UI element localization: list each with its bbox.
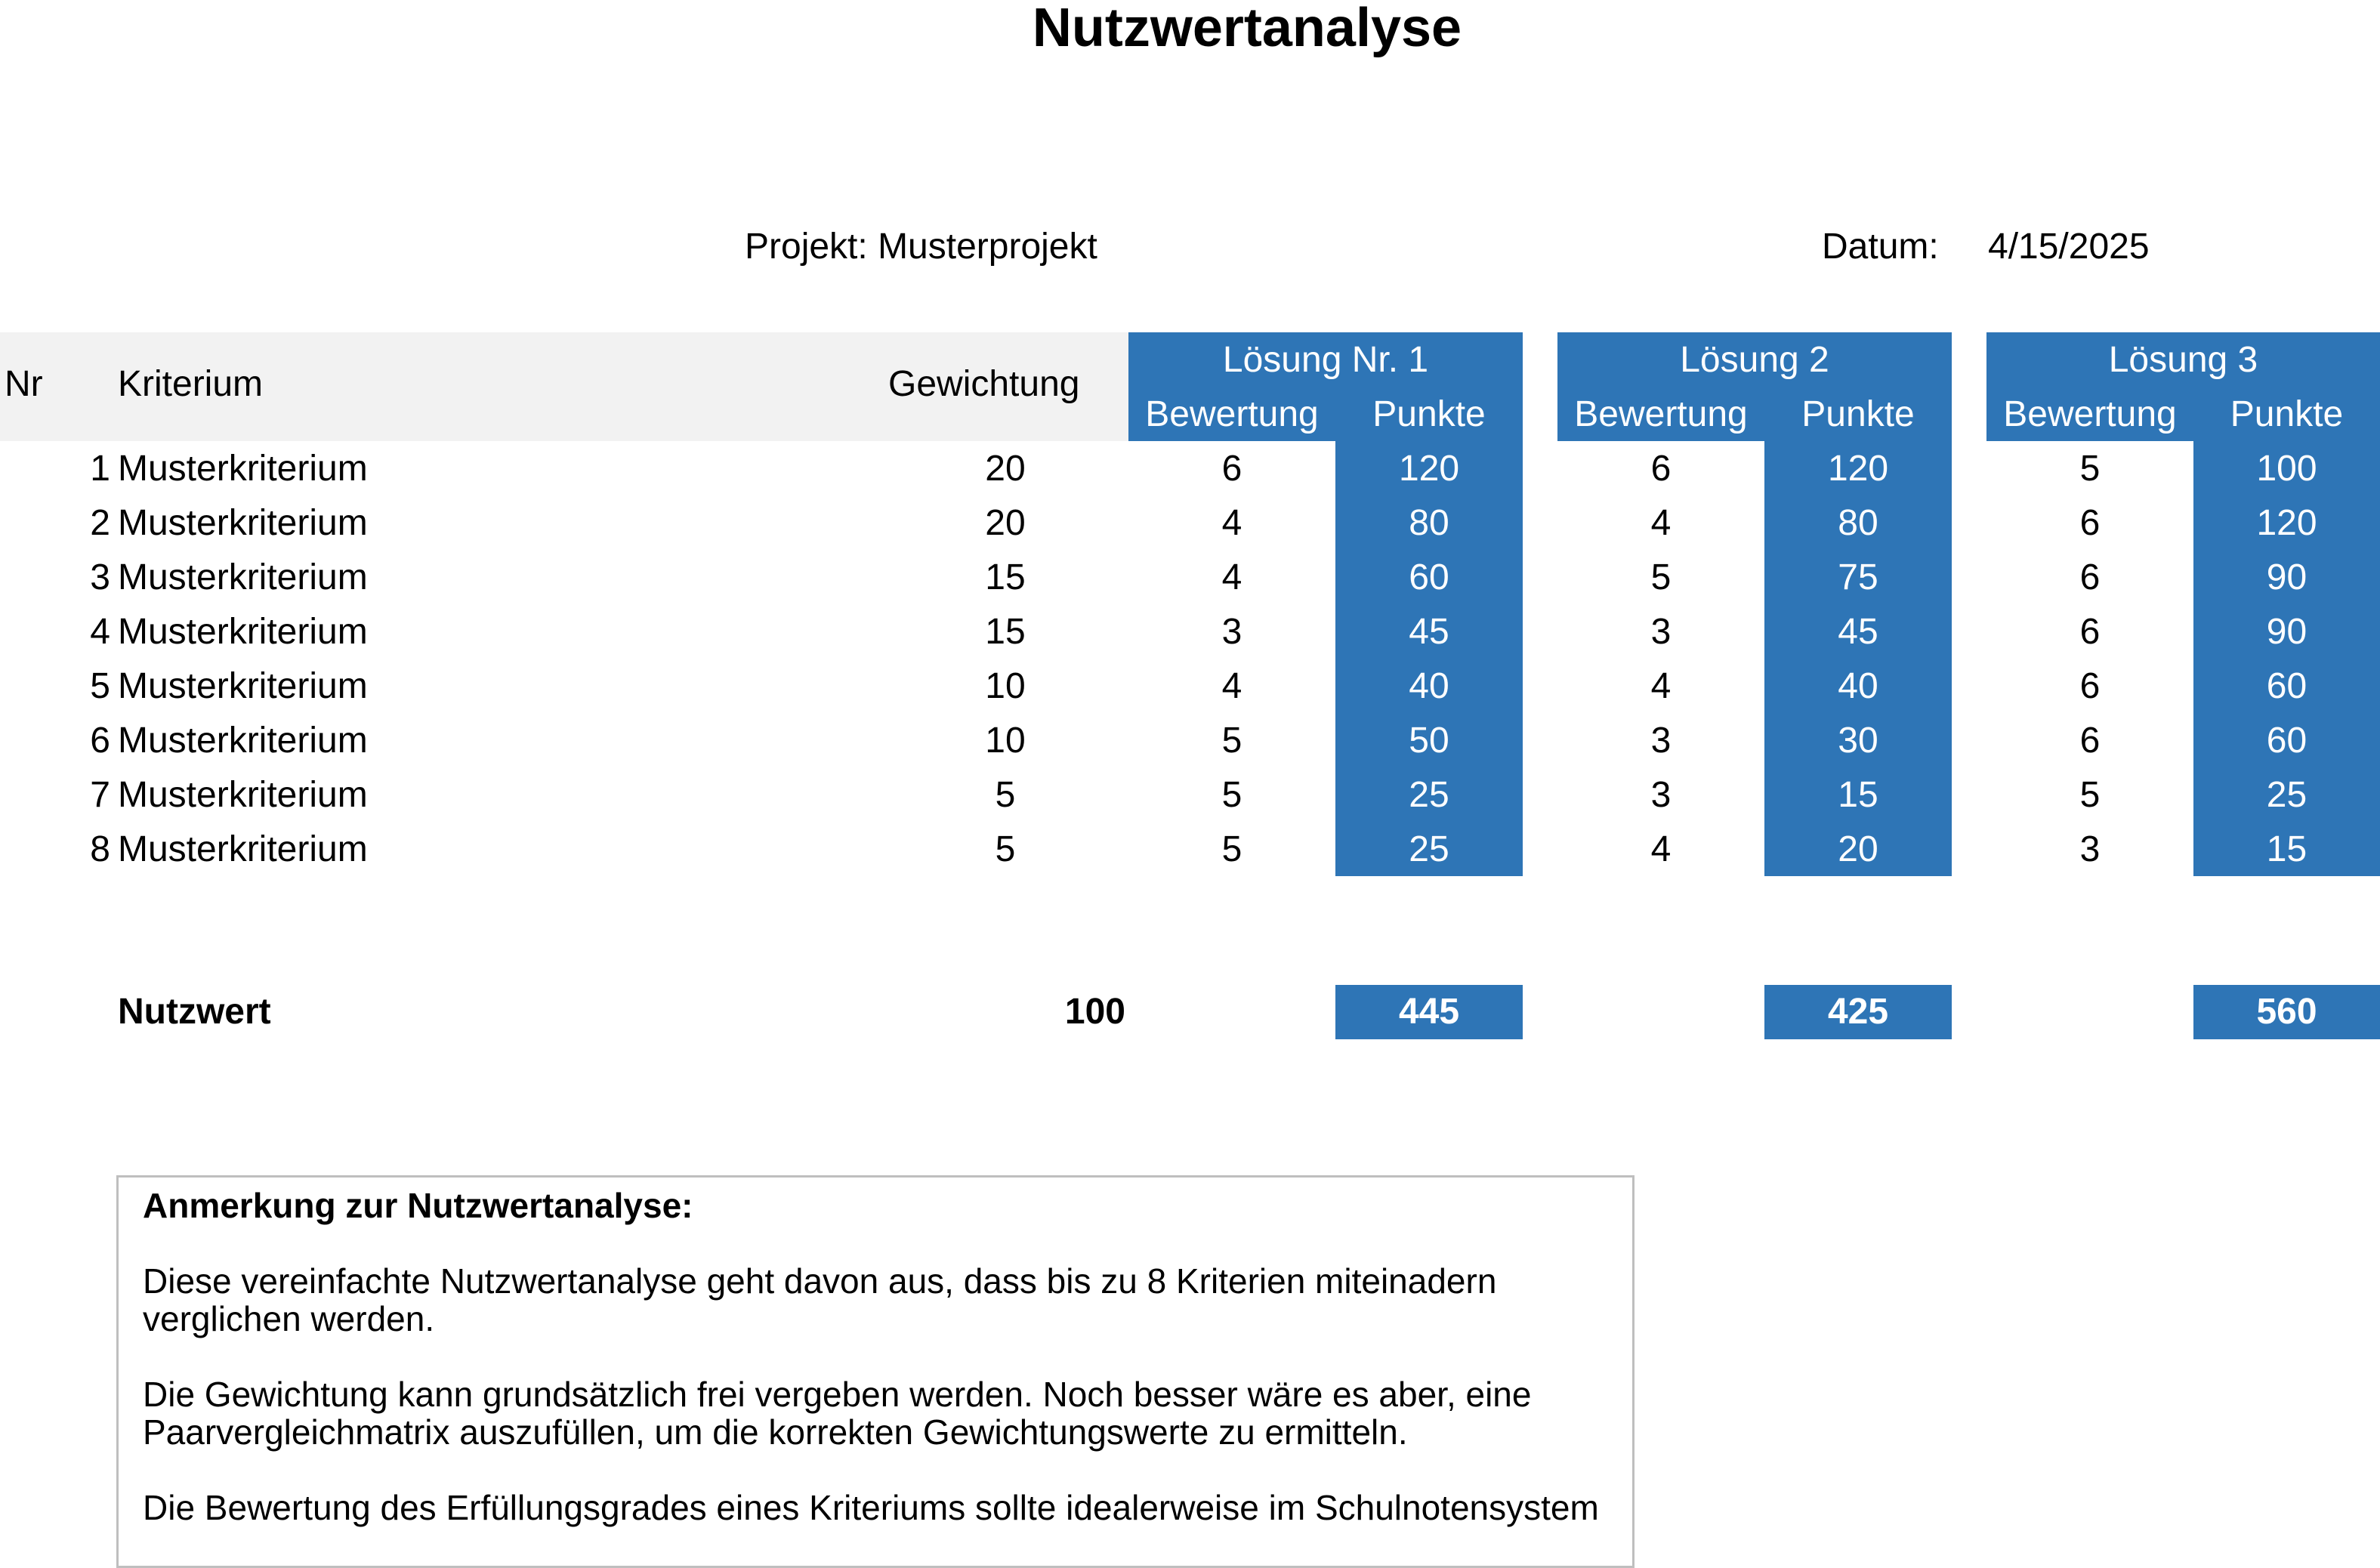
row-criterion[interactable]: Musterkriterium [118, 503, 368, 543]
row-solution-1-points: 80 [1409, 503, 1449, 543]
row-weight[interactable]: 20 [985, 449, 1026, 489]
row-solution-2-rating[interactable]: 5 [1650, 557, 1672, 597]
project-label: Projekt: Musterprojekt [745, 227, 1097, 267]
solution-1-rating-header: Bewertung [1145, 394, 1319, 434]
row-weight[interactable]: 10 [985, 666, 1026, 706]
header-criterion: Kriterium [118, 364, 264, 404]
solution-1-points-header: Punkte [1372, 394, 1486, 434]
row-solution-1-rating[interactable]: 5 [1221, 775, 1242, 815]
solution-2-title: Lösung 2 [1680, 340, 1829, 380]
row-solution-1-points: 60 [1409, 557, 1449, 597]
row-criterion[interactable]: Musterkriterium [118, 775, 368, 815]
row-criterion[interactable]: Musterkriterium [118, 449, 368, 489]
row-solution-2-points: 40 [1838, 666, 1878, 706]
header-nr: Nr [5, 364, 43, 404]
row-solution-2-points: 120 [1827, 449, 1889, 489]
row-solution-2-points: 45 [1838, 612, 1878, 652]
solution-3-title: Lösung 3 [2108, 340, 2258, 380]
row-solution-1-rating[interactable]: 4 [1221, 557, 1242, 597]
row-solution-2-rating[interactable]: 3 [1650, 775, 1672, 815]
row-nr: 4 [90, 612, 110, 652]
solution-2-points-header: Punkte [1801, 394, 1915, 434]
row-solution-1-points: 45 [1409, 612, 1449, 652]
row-solution-1-rating[interactable]: 3 [1221, 612, 1242, 652]
row-criterion[interactable]: Musterkriterium [118, 829, 368, 869]
row-solution-2-points: 20 [1838, 829, 1878, 869]
row-solution-1-points: 120 [1398, 449, 1460, 489]
row-solution-3-rating[interactable]: 3 [2079, 829, 2101, 869]
row-solution-3-points: 90 [2266, 557, 2307, 597]
row-solution-2-rating[interactable]: 4 [1650, 666, 1672, 706]
row-solution-1-rating[interactable]: 6 [1221, 449, 1242, 489]
row-solution-3-points: 25 [2266, 775, 2307, 815]
row-solution-1-points: 25 [1409, 829, 1449, 869]
solution-3-total: 560 [2193, 985, 2380, 1039]
solution-2-rating-header: Bewertung [1574, 394, 1748, 434]
row-solution-2-rating[interactable]: 4 [1650, 829, 1672, 869]
note-paragraph-3: Die Bewertung des Erfüllungsgrades eines Kriteriums sollte idealerweise im Schulnotensystem [143, 1488, 1599, 1527]
row-weight[interactable]: 20 [985, 503, 1026, 543]
solution-3-points-header: Punkte [2230, 394, 2344, 434]
row-weight[interactable]: 10 [985, 721, 1026, 761]
date-value[interactable]: 4/15/2025 [1988, 227, 2150, 267]
row-solution-3-points: 120 [2256, 503, 2317, 543]
row-nr: 3 [90, 557, 110, 597]
row-solution-3-rating[interactable]: 6 [2079, 503, 2101, 543]
row-solution-3-points: 100 [2256, 449, 2317, 489]
solution-2-header [1557, 332, 1952, 441]
row-nr: 7 [90, 775, 110, 815]
row-nr: 1 [90, 449, 110, 489]
solution-3-header [1986, 332, 2380, 441]
row-solution-3-points: 15 [2266, 829, 2307, 869]
row-nr: 2 [90, 503, 110, 543]
row-weight[interactable]: 5 [995, 829, 1016, 869]
row-solution-2-rating[interactable]: 4 [1650, 503, 1672, 543]
row-criterion[interactable]: Musterkriterium [118, 666, 368, 706]
note-paragraph-1: Diese vereinfachte Nutzwertanalyse geht davon aus, dass bis zu 8 Kriterien miteinadern verglichen werden. [143, 1261, 1497, 1338]
total-label: Nutzwert [118, 992, 271, 1032]
row-solution-2-points: 30 [1838, 721, 1878, 761]
solution-1-total: 445 [1335, 985, 1523, 1039]
row-solution-1-rating[interactable]: 5 [1221, 721, 1242, 761]
row-solution-3-rating[interactable]: 6 [2079, 721, 2101, 761]
row-solution-2-rating[interactable]: 6 [1650, 449, 1672, 489]
row-solution-1-points: 50 [1409, 721, 1449, 761]
solution-1-header [1128, 332, 1523, 441]
row-weight[interactable]: 5 [995, 775, 1016, 815]
row-nr: 5 [90, 666, 110, 706]
row-weight[interactable]: 15 [985, 557, 1026, 597]
row-criterion[interactable]: Musterkriterium [118, 721, 368, 761]
row-nr: 6 [90, 721, 110, 761]
solution-1-title: Lösung Nr. 1 [1222, 340, 1429, 380]
note-paragraph-2: Die Gewichtung kann grundsätzlich frei vergeben werden. Noch besser wäre es aber, eine Paarvergleichmatrix auszufüllen, um die korrekten Gewichtungswerte zu ermitteln. [143, 1375, 1532, 1452]
row-solution-2-points: 75 [1838, 557, 1878, 597]
row-solution-3-points: 60 [2266, 721, 2307, 761]
row-solution-1-points: 40 [1409, 666, 1449, 706]
row-solution-3-rating[interactable]: 6 [2079, 612, 2101, 652]
row-solution-2-points: 80 [1838, 503, 1878, 543]
header-weighting: Gewichtung [888, 364, 1080, 404]
row-nr: 8 [90, 829, 110, 869]
row-solution-1-points: 25 [1409, 775, 1449, 815]
row-solution-2-rating[interactable]: 3 [1650, 721, 1672, 761]
row-solution-3-rating[interactable]: 5 [2079, 449, 2101, 489]
row-weight[interactable]: 15 [985, 612, 1026, 652]
row-solution-1-rating[interactable]: 4 [1221, 666, 1242, 706]
note-title: Anmerkung zur Nutzwertanalyse: [143, 1186, 693, 1225]
row-criterion[interactable]: Musterkriterium [118, 612, 368, 652]
date-label: Datum: [1822, 227, 1939, 267]
note-box [116, 1175, 1635, 1568]
row-solution-3-rating[interactable]: 6 [2079, 557, 2101, 597]
row-solution-3-rating[interactable]: 5 [2079, 775, 2101, 815]
row-solution-2-rating[interactable]: 3 [1650, 612, 1672, 652]
row-solution-3-rating[interactable]: 6 [2079, 666, 2101, 706]
solution-3-rating-header: Bewertung [2003, 394, 2177, 434]
page-title: Nutzwertanalyse [1032, 0, 1462, 58]
row-solution-3-points: 90 [2266, 612, 2307, 652]
row-solution-3-points: 60 [2266, 666, 2307, 706]
row-solution-1-rating[interactable]: 4 [1221, 503, 1242, 543]
total-weight: 100 [1064, 992, 1125, 1032]
solution-2-total: 425 [1764, 985, 1952, 1039]
row-solution-1-rating[interactable]: 5 [1221, 829, 1242, 869]
row-solution-2-points: 15 [1838, 775, 1878, 815]
row-criterion[interactable]: Musterkriterium [118, 557, 368, 597]
